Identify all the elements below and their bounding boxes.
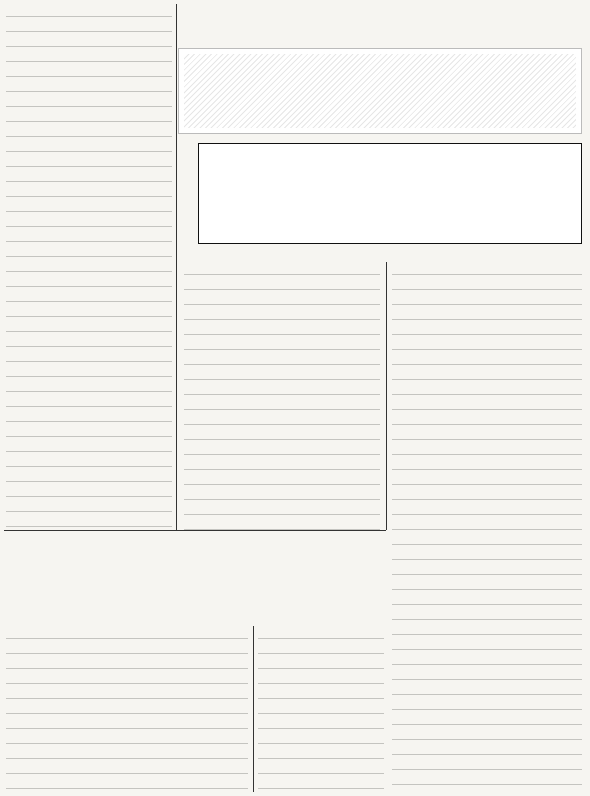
second-story-headline xyxy=(4,533,384,615)
masthead-title xyxy=(184,54,576,128)
story-divider xyxy=(4,530,386,531)
second-story-right-column xyxy=(258,626,384,792)
lead-story-middle-column xyxy=(184,262,380,530)
column-divider xyxy=(176,4,177,530)
section-masthead xyxy=(178,48,582,134)
column-divider xyxy=(386,262,387,530)
lead-headline xyxy=(198,143,582,244)
second-story-left-column xyxy=(6,626,248,792)
left-column-text xyxy=(6,4,172,530)
column-divider xyxy=(253,626,254,792)
lead-story-right-column xyxy=(392,262,582,788)
